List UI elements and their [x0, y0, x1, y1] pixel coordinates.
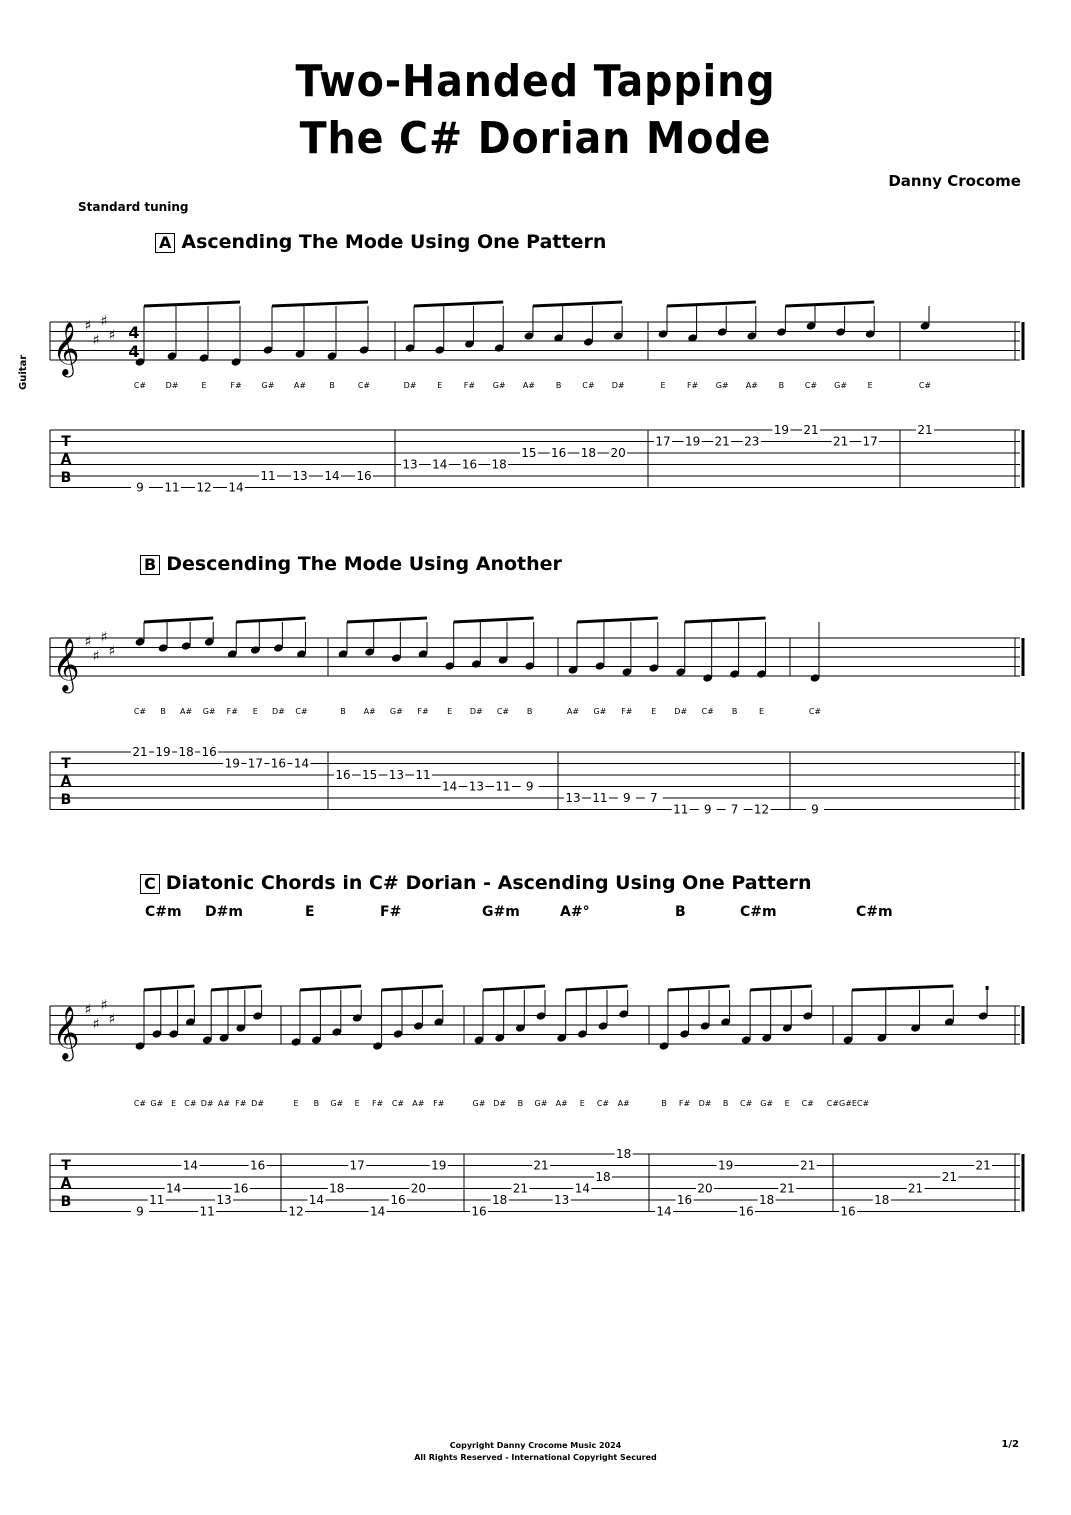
- tab-fret-number: 17: [655, 434, 671, 449]
- note-name: G#: [261, 381, 275, 390]
- tab-fret-number: 19: [155, 745, 171, 759]
- key-signature-sharp: ♯: [92, 1016, 100, 1033]
- chord-name: C#m: [740, 904, 777, 920]
- note-name: D#: [698, 1099, 712, 1108]
- tab-fret-number: 15: [362, 768, 378, 782]
- tab-clef-letter: T: [61, 1158, 71, 1174]
- section-c-title: Diatonic Chords in C# Dorian - Ascending Using One Pattern: [165, 872, 812, 894]
- tab-fret-number: 9: [703, 802, 712, 817]
- tab-fret-number: 13: [216, 1193, 232, 1207]
- chord-name: F#: [380, 904, 402, 920]
- note-name: B: [661, 1099, 667, 1108]
- note-name: D#: [611, 381, 625, 390]
- tab-fret-number: 13: [468, 779, 484, 794]
- key-signature-sharp: ♯: [108, 327, 116, 344]
- key-signature-sharp: ♯: [100, 629, 108, 646]
- note-name: G#: [834, 381, 848, 390]
- note-name: G#: [472, 1099, 486, 1108]
- tab-fret-number: 21: [512, 1181, 528, 1196]
- tab-fret-number: 20: [410, 1181, 427, 1196]
- note-name: G#: [330, 1099, 344, 1108]
- note-name: A#: [412, 1099, 425, 1108]
- tab-fret-number: 7: [730, 802, 739, 817]
- tab-fret-number: 9: [623, 791, 631, 805]
- tab-fret-number: 13: [388, 768, 404, 782]
- tab-clef-letter: B: [60, 470, 72, 486]
- tab-fret-number: 21: [907, 1181, 924, 1196]
- beam: [667, 302, 756, 306]
- tab-fret-number: 16: [738, 1204, 754, 1219]
- tab-fret-number: 18: [759, 1193, 775, 1207]
- beam: [533, 302, 622, 306]
- tab-fret-number: 14: [442, 779, 458, 794]
- note-name: D#: [493, 1099, 507, 1108]
- tab-fret-number: 15: [521, 446, 537, 460]
- tab-fret-number: 11: [164, 480, 180, 495]
- tab-fret-number: 11: [592, 791, 608, 805]
- key-signature-sharp: ♯: [100, 313, 108, 330]
- tab-fret-number: 16: [270, 756, 287, 771]
- tab-fret-number: 17: [247, 756, 263, 771]
- tab-fret-number: 14: [574, 1181, 590, 1196]
- tab-fret-number: 14: [165, 1181, 182, 1196]
- tab-fret-number: 21: [803, 423, 819, 437]
- note-name: C#: [133, 1099, 147, 1108]
- beam: [236, 618, 305, 622]
- key-signature-sharp: ♯: [84, 318, 92, 334]
- note-name: B: [778, 381, 785, 390]
- title-line-2: The C# Dorian Mode: [299, 113, 772, 164]
- rights-line: All Rights Reserved - International Copyright Secured: [414, 1453, 657, 1462]
- chord-name: D#m: [205, 904, 243, 920]
- tab-fret-number: 13: [292, 469, 308, 483]
- beam: [785, 302, 874, 306]
- note-name: C#: [808, 707, 822, 716]
- note-name: E: [651, 707, 657, 716]
- note-name: G#: [715, 381, 729, 390]
- tab-fret-number: 21: [832, 434, 849, 449]
- note-name: F#: [230, 381, 242, 390]
- note-name: C#: [804, 381, 818, 390]
- note-name: G#: [202, 707, 216, 716]
- tab-fret-number: 18: [874, 1193, 890, 1207]
- tab-fret-number: 11: [260, 469, 276, 483]
- tab-fret-number: 21: [917, 423, 933, 437]
- beam: [347, 618, 427, 622]
- tab-fret-number: 13: [554, 1193, 570, 1207]
- tab-fret-number: 11: [495, 779, 511, 794]
- note-name: C#: [739, 1099, 753, 1108]
- note-name: F#: [621, 707, 633, 716]
- beam: [144, 302, 240, 306]
- note-name: C#: [133, 707, 147, 716]
- tab-fret-number: 18: [616, 1147, 632, 1161]
- note-name: B: [722, 1099, 729, 1108]
- tab-fret-number: 14: [293, 756, 310, 771]
- beam: [483, 986, 545, 990]
- note-name: A#: [617, 1099, 630, 1108]
- key-signature-sharp: ♯: [108, 1011, 116, 1028]
- note-name: B: [555, 381, 562, 390]
- tab-fret-number: 13: [565, 791, 581, 805]
- tab-fret-number: 18: [491, 457, 507, 472]
- note-name: E: [447, 707, 453, 716]
- tab-clef-letter: T: [61, 756, 71, 772]
- beam: [300, 986, 361, 990]
- key-signature-sharp: ♯: [84, 1002, 92, 1018]
- beam: [577, 618, 658, 622]
- note-name: E: [201, 381, 207, 390]
- note-name: A#: [217, 1099, 231, 1108]
- note-name: C#: [596, 1099, 610, 1108]
- beam: [454, 618, 534, 622]
- time-signature-top: 4: [128, 323, 140, 342]
- tab-fret-number: 20: [610, 446, 626, 460]
- treble-clef-icon: 𝄞: [52, 321, 80, 375]
- note-name: D#: [251, 1099, 265, 1108]
- note-name: B: [731, 707, 738, 716]
- tab-fret-number: 14: [369, 1204, 386, 1219]
- note-name: A#: [555, 1099, 568, 1108]
- note-name: B: [329, 381, 335, 390]
- tab-fret-number: 21: [714, 434, 730, 449]
- tab-fret-number: 18: [492, 1193, 508, 1207]
- note-name: A#: [363, 707, 376, 716]
- tab-fret-number: 11: [199, 1204, 215, 1219]
- note-name: G#: [150, 1099, 164, 1108]
- tab-fret-number: 19: [431, 1158, 447, 1173]
- title-line-1: Two-Handed Tapping: [295, 56, 776, 107]
- tab-fret-number: 11: [149, 1193, 165, 1207]
- note-name: B: [340, 707, 346, 716]
- tab-fret-number: 14: [228, 480, 244, 495]
- tab-clef-letter: B: [60, 1194, 72, 1210]
- tuning-label: Standard tuning: [78, 200, 189, 214]
- note-name: E: [784, 1099, 790, 1108]
- tab-fret-number: 16: [201, 745, 217, 759]
- treble-clef-icon: 𝄞: [52, 1005, 80, 1059]
- key-signature-sharp: ♯: [100, 997, 108, 1014]
- tab-fret-number: 16: [390, 1193, 406, 1207]
- tab-clef-letter: A: [60, 1176, 72, 1192]
- note-name: E: [354, 1099, 360, 1108]
- tab-fret-number: 21: [975, 1158, 991, 1173]
- tab-fret-number: 14: [324, 469, 340, 483]
- note-name: G#: [593, 707, 607, 716]
- note-name: G#: [492, 381, 506, 390]
- key-signature-sharp: ♯: [108, 643, 116, 660]
- tab-fret-number: 7: [649, 791, 658, 805]
- beam: [211, 986, 261, 990]
- tab-fret-number: 17: [862, 434, 878, 449]
- tab-fret-number: 12: [196, 480, 212, 495]
- beam: [144, 986, 194, 990]
- note-name: E: [867, 381, 873, 390]
- beam: [144, 618, 213, 622]
- tab-fret-number: 16: [551, 446, 567, 460]
- tab-fret-number: 12: [753, 802, 770, 817]
- tab-fret-number: 21: [132, 745, 148, 759]
- tab-fret-number: 9: [136, 1204, 144, 1219]
- tab-fret-number: 14: [432, 457, 448, 472]
- chord-name: E: [305, 904, 315, 920]
- note-name: F#: [433, 1099, 445, 1108]
- note-name: D#: [674, 707, 688, 716]
- note-name: E: [579, 1099, 585, 1108]
- key-signature-sharp: ♯: [92, 648, 100, 665]
- note-name: B: [160, 707, 166, 716]
- note-name: C#: [496, 707, 510, 716]
- chord-name: G#m: [482, 904, 520, 920]
- key-signature-sharp: ♯: [84, 634, 92, 650]
- tab-fret-number: 19: [717, 1158, 734, 1173]
- note-name: B: [313, 1099, 320, 1108]
- note-name: C#G#EC#: [826, 1099, 870, 1108]
- tab-fret-number: 13: [402, 457, 418, 472]
- note-name: C#: [918, 381, 932, 390]
- tab-fret-number: 21: [941, 1170, 957, 1184]
- tab-fret-number: 16: [249, 1158, 266, 1173]
- note-name: A#: [522, 381, 536, 390]
- note-name: E: [660, 381, 666, 390]
- note-name: D#: [271, 707, 285, 716]
- note-name: A#: [180, 707, 193, 716]
- note-name: C#: [357, 381, 371, 390]
- chord-name: C#m: [856, 904, 893, 920]
- tab-fret-number: 14: [182, 1158, 199, 1173]
- note-name: C#: [184, 1099, 197, 1108]
- note-name: F#: [686, 381, 699, 390]
- note-name: C#: [801, 1099, 814, 1108]
- page-number: 1/2: [1001, 1439, 1019, 1450]
- tab-fret-number: 11: [673, 802, 689, 817]
- note-name: E: [759, 707, 765, 716]
- section-b-title: Descending The Mode Using Another: [166, 553, 562, 575]
- note-name: E: [171, 1099, 177, 1108]
- note-name: E: [252, 707, 258, 716]
- tab-fret-number: 16: [471, 1204, 487, 1219]
- tab-fret-number: 21: [533, 1158, 549, 1173]
- tab-fret-number: 16: [676, 1193, 693, 1207]
- chord-name: A#°: [560, 904, 590, 920]
- note-name: D#: [403, 381, 417, 390]
- tab-fret-number: 14: [308, 1193, 325, 1207]
- note-name: C#: [391, 1099, 405, 1108]
- note-name: E: [293, 1099, 299, 1108]
- tab-fret-number: 19: [684, 434, 701, 449]
- beam: [750, 986, 812, 990]
- section-c-letter: C: [140, 874, 160, 894]
- note-name: F#: [235, 1099, 247, 1108]
- note-name: G#: [389, 707, 403, 716]
- beam: [668, 986, 730, 990]
- tab-fret-number: 18: [595, 1170, 611, 1184]
- tab-fret-number: 16: [356, 469, 372, 483]
- tab-fret-number: 16: [335, 768, 351, 782]
- tab-fret-number: 23: [744, 434, 760, 449]
- tab-clef-letter: B: [60, 792, 72, 808]
- tab-fret-number: 21: [779, 1181, 795, 1196]
- tab-fret-number: 9: [136, 480, 144, 495]
- time-signature-bottom: 4: [128, 342, 140, 361]
- note-name: F#: [371, 1099, 384, 1108]
- treble-clef-icon: 𝄞: [52, 637, 80, 691]
- note-name: C#: [133, 381, 147, 390]
- tab-fret-number: 12: [288, 1204, 304, 1219]
- tab-fret-number: 16: [461, 457, 478, 472]
- note-name: A#: [745, 381, 758, 390]
- section-b-letter: B: [140, 555, 160, 575]
- tab-clef-letter: A: [60, 452, 72, 468]
- beam: [685, 618, 766, 622]
- tab-fret-number: 20: [697, 1181, 713, 1196]
- tab-fret-number: 17: [349, 1158, 365, 1173]
- beam: [382, 986, 443, 990]
- tab-fret-number: 16: [840, 1204, 856, 1219]
- note-name: F#: [226, 707, 238, 716]
- tab-fret-number: 18: [178, 745, 194, 759]
- copyright-line: Copyright Danny Crocome Music 2024: [449, 1441, 622, 1450]
- note-name: B: [517, 1099, 524, 1108]
- instrument-label: Guitar: [18, 354, 29, 390]
- beam: [566, 986, 628, 990]
- tab-clef-letter: T: [61, 434, 71, 450]
- section-a-title: Ascending The Mode Using One Pattern: [181, 231, 607, 253]
- tab-fret-number: 18: [580, 446, 597, 460]
- tab-fret-number: 14: [656, 1204, 672, 1219]
- note-name: D#: [165, 381, 179, 390]
- note-name: F#: [678, 1099, 691, 1108]
- tab-fret-number: 18: [329, 1181, 345, 1196]
- beam: [852, 986, 953, 990]
- tab-fret-number: 19: [224, 756, 240, 771]
- note-name: E: [437, 381, 443, 390]
- tab-fret-number: 16: [233, 1181, 249, 1196]
- note-name: F#: [417, 707, 429, 716]
- note-name: B: [526, 707, 533, 716]
- note-name: A#: [566, 707, 580, 716]
- note-name: D#: [200, 1099, 214, 1108]
- note-name: G#: [760, 1099, 774, 1108]
- note-name: C#: [295, 707, 308, 716]
- tab-fret-number: 11: [415, 768, 431, 782]
- beam: [414, 302, 503, 306]
- tab-fret-number: 9: [525, 779, 534, 794]
- tab-clef-letter: A: [60, 774, 72, 790]
- chord-name: C#m: [145, 904, 182, 920]
- tab-fret-number: 21: [800, 1158, 816, 1173]
- key-signature-sharp: ♯: [92, 332, 100, 349]
- note-name: F#: [463, 381, 476, 390]
- tab-fret-number: 9: [811, 802, 819, 817]
- chord-name: B: [675, 904, 686, 920]
- section-a-letter: A: [155, 233, 175, 253]
- tab-fret-number: 19: [773, 423, 790, 437]
- beam: [272, 302, 368, 306]
- note-name: C#: [701, 707, 714, 716]
- note-name: D#: [469, 707, 483, 716]
- note-name: A#: [293, 381, 307, 390]
- note-name: G#: [534, 1099, 548, 1108]
- composer: Danny Crocome: [888, 172, 1021, 190]
- note-name: C#: [582, 381, 595, 390]
